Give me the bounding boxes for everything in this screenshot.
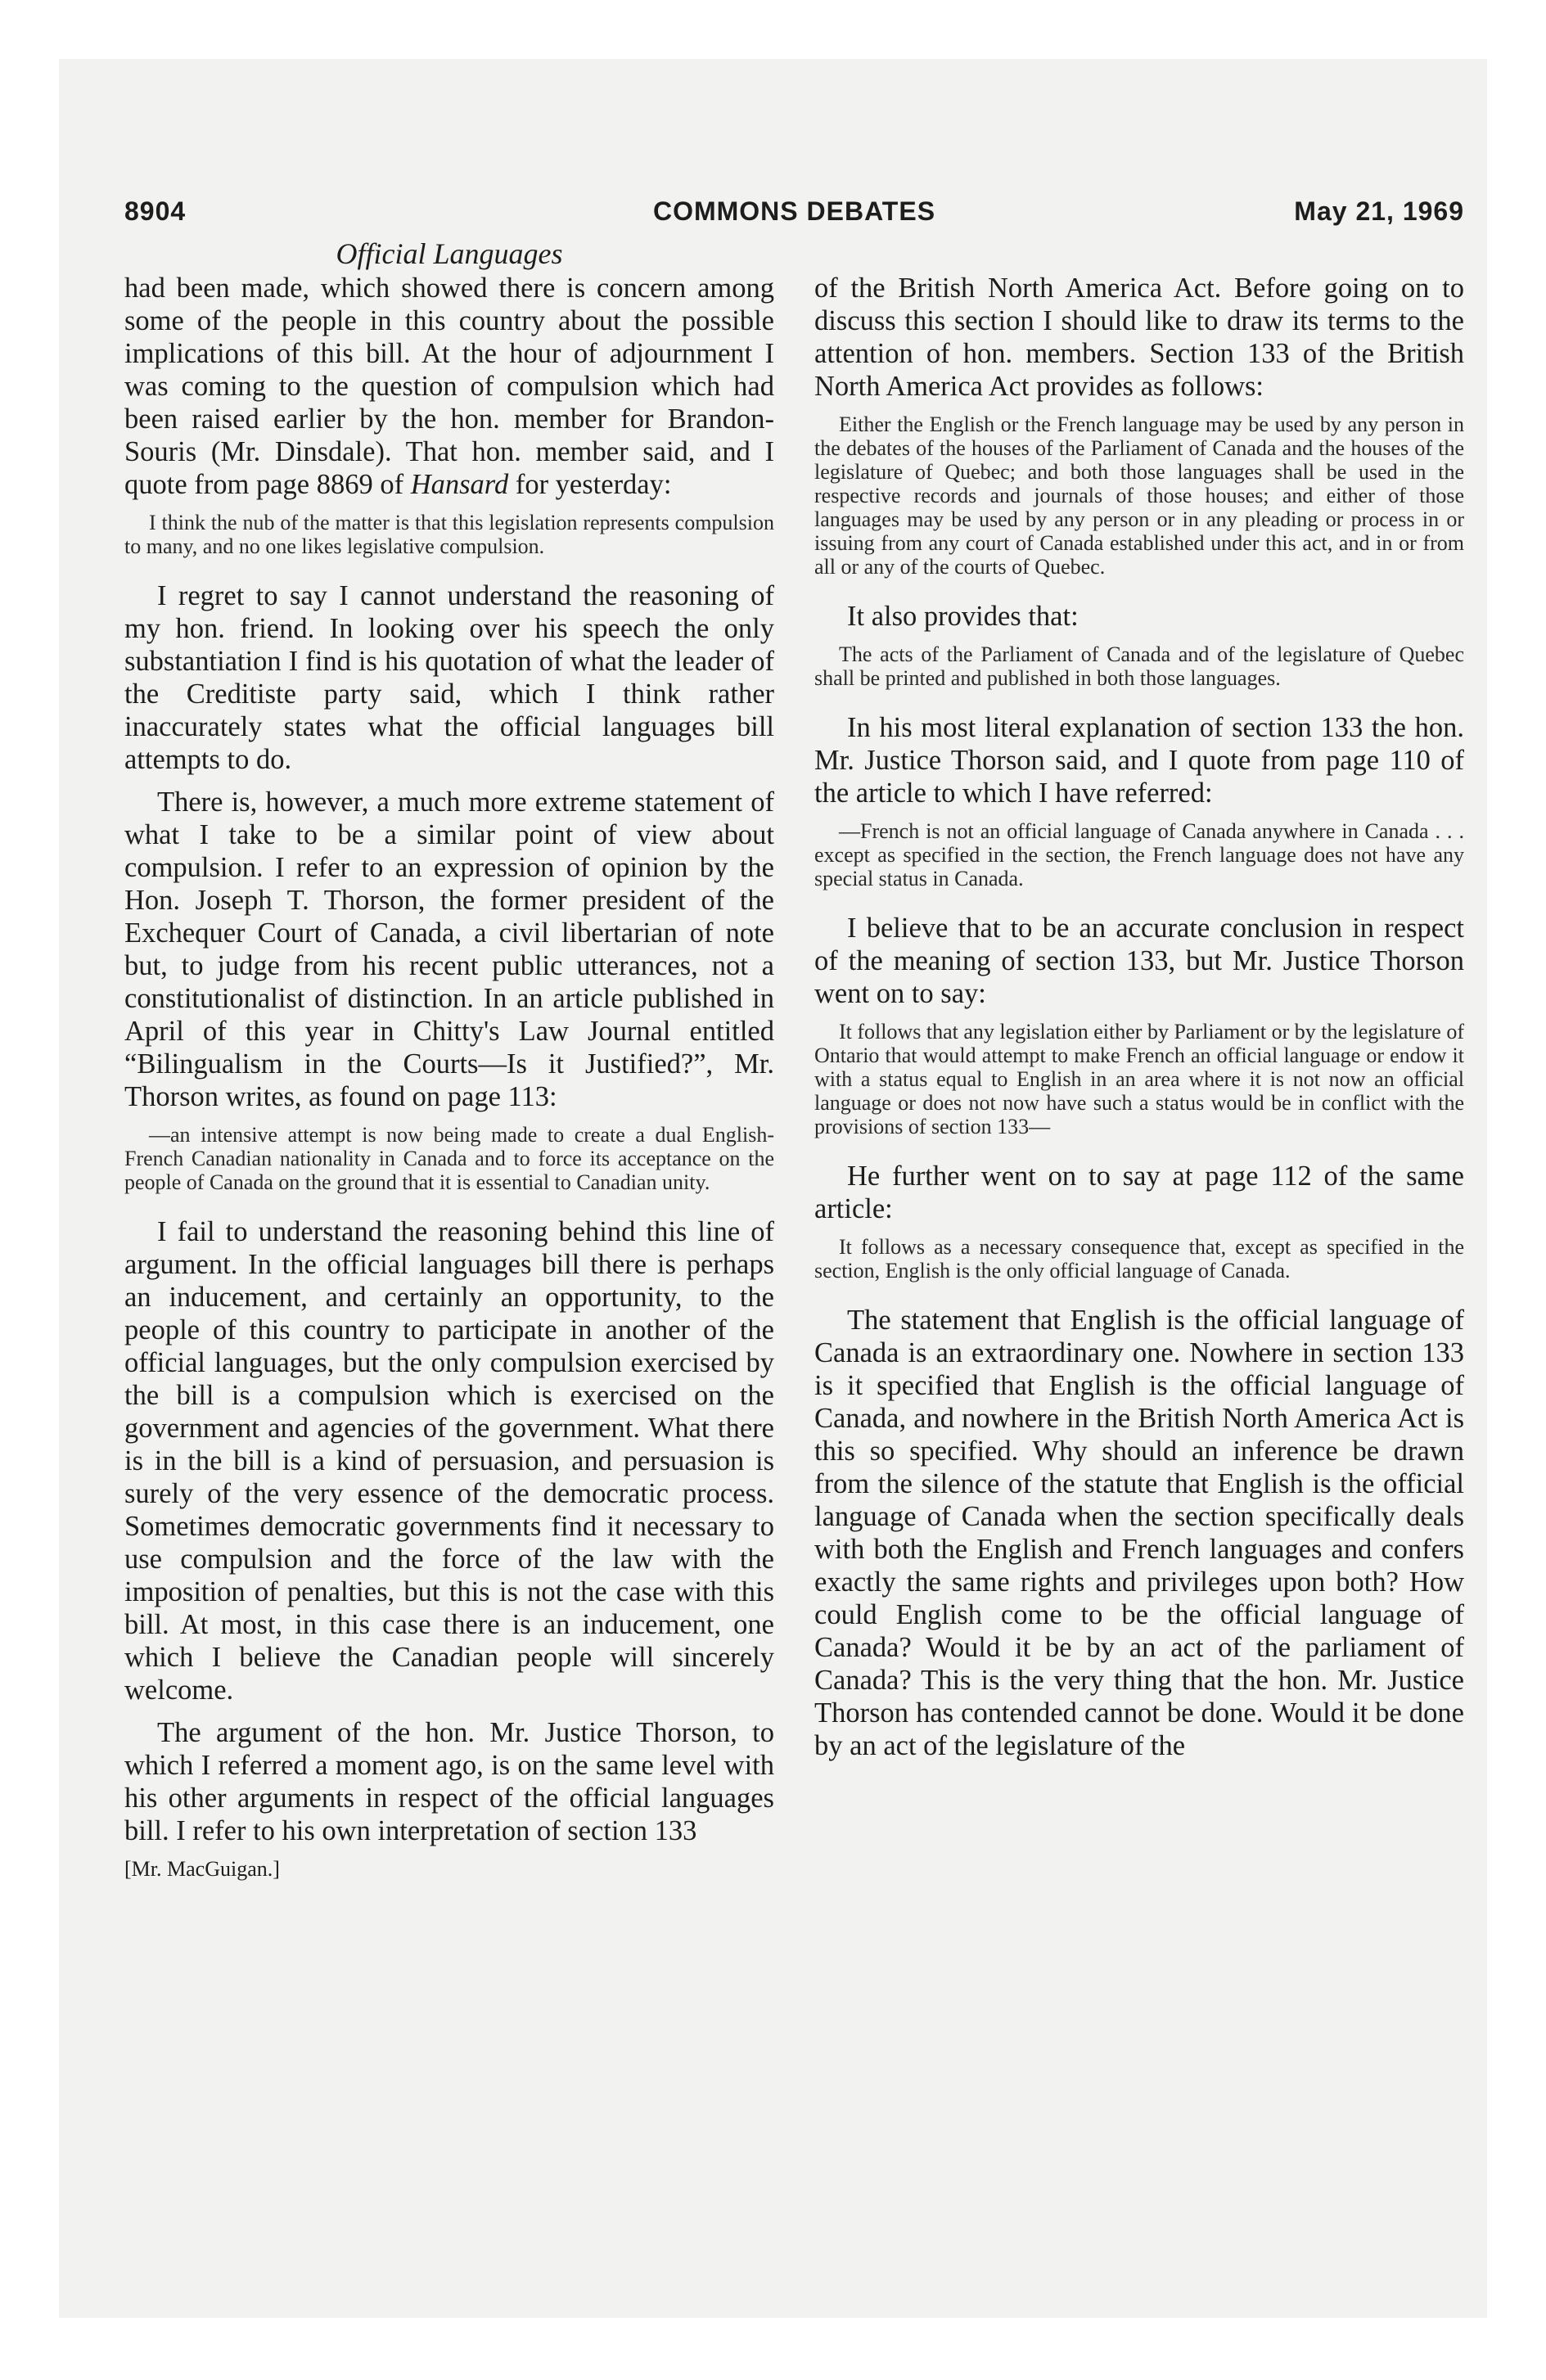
paragraph: There is, however, a much more extreme statement of what I take to be a similar point of view about compulsion. I refer to an expression of opinion by the Hon. Joseph T. Thorson, the former president of the Exchequer Court of Canada, a civil libertarian of note but, to judge from his recent public utterances, not a constitutionalist of distinction. In an article published in April of this year in Chitty's Law Journal entitled “Bilingualism in the Courts—Is it Justified?”, Mr. Thorson writes, as found on page 113: [124,787,774,1112]
block-quote: —French is not an official language of Canada anywhere in Canada . . . except as specified in the section, the French language does not have any special status in Canada. [814,819,1464,890]
paragraph: The statement that English is the official language of Canada is an extraordinary one. Nowhere in section 133 is it specified that English is the official language of Canada, and nowhere in the British North America Act is this so specified. Why should an inference be drawn from the silence of the statute that English is the official language of Canada when the section specifically deals with both the English and French languages and confers exactly the same rights and privileges upon both? How could English come to be the official language of Canada? Would it be by an act of the parliament of Canada? This is the very thing that the hon. Mr. Justice Thorson has contended cannot be done. Would it be done by an act of the legislature of the [814,1305,1464,1761]
block-quote: Either the English or the French language may be used by any person in the debates of the houses of the Parliament of Canada and the houses of the legislature of Quebec; and both those languages shall be used in the respective records and journals of those houses; and either of those languages may be used by any person or in any pleading or process in or issuing from any court of Canada established under this act, and in or from all or any of the courts of Quebec. [814,412,1464,579]
page-header [124,196,1464,234]
paragraph: of the British North America Act. Before going on to discuss this section I should like to draw its terms to the attention of hon. members. Section 133 of the British North America Act provides as follows: [814,273,1464,402]
block-quote: The acts of the Parliament of Canada and of the legislature of Quebec shall be printed and published in both those languages. [814,642,1464,690]
speaker-attribution: [Mr. MacGuigan.] [124,1857,280,1881]
paragraph: It also provides that: [847,601,1079,632]
block-quote: It follows that any legislation either by Parliament or by the legislature of Ontario that would attempt to make French an official language or endow it with a status equal to English in an area where it is not now an official language or does not now have such a status would be in conflict with the provisions of section 133— [814,1020,1464,1138]
block-quote: —an intensive attempt is now being made to create a dual English-French Canadian nationality in Canada and to force its acceptance on the people of Canada on the ground that it is essential to Canadian unity. [124,1123,774,1194]
paragraph: I believe that to be an accurate conclusion in respect of the meaning of section 133, but Mr. Justice Thorson went on to say: [814,913,1464,1009]
page-number: 8904 [124,196,187,226]
paragraph: The argument of the hon. Mr. Justice Thorson, to which I referred a moment ago, is on the same level with his other arguments in respect of the official languages bill. I refer to his own interpretation of section 133 [124,1717,774,1846]
page-date: May 21, 1969 [1294,196,1464,226]
block-quote: I think the nub of the matter is that this legislation represents compulsion to many, and no one likes legislative compulsion. [124,511,774,558]
paragraph: He further went on to say at page 112 of the same article: [814,1161,1464,1224]
paragraph: I regret to say I cannot understand the reasoning of my hon. friend. In looking over his speech the only substantiation I find is his quotation of what the leader of the Creditiste party said, which I think rather inaccurately states what the official languages bill attempts to do. [124,580,774,775]
paragraph: had been made, which showed there is concern among some of the people in this country about the possible implications of this bill. At the hour of adjournment I was coming to the question of compulsion which had been raised earlier by the hon. member for Brandon-Souris (Mr. Dinsdale). That hon. member said, and I quote from page 8869 of Hansard for yesterday: [124,273,774,500]
right-column [814,272,1464,1772]
left-column [124,272,774,1882]
paragraph: I fail to understand the reasoning behind this line of argument. In the official languages bill there is perhaps an inducement, and certainly an opportunity, to the people of this country to participate in another of the official languages, but the only compulsion exercised by the bill is a compulsion which is exercised on the government and agencies of the government. What there is in the bill is a kind of persuasion, and persuasion is surely of the very essence of the democratic process. Sometimes democratic governments find it necessary to use compulsion and the force of the law with the imposition of penalties, but this is not the case with this bill. At most, in this case there is an inducement, one which I believe the Canadian people will sincerely welcome. [124,1216,774,1706]
document-page [124,196,1464,1881]
block-quote: It follows as a necessary consequence that, except as specified in the section, English is the only official language of Canada. [814,1235,1464,1282]
hansard-reference: Hansard [410,469,509,500]
section-title: Official Languages [336,237,563,270]
paragraph: In his most literal explanation of section 133 the hon. Mr. Justice Thorson said, and I quote from page 110 of the article to which I have referred: [814,712,1464,809]
publication-title: COMMONS DEBATES [652,196,936,226]
